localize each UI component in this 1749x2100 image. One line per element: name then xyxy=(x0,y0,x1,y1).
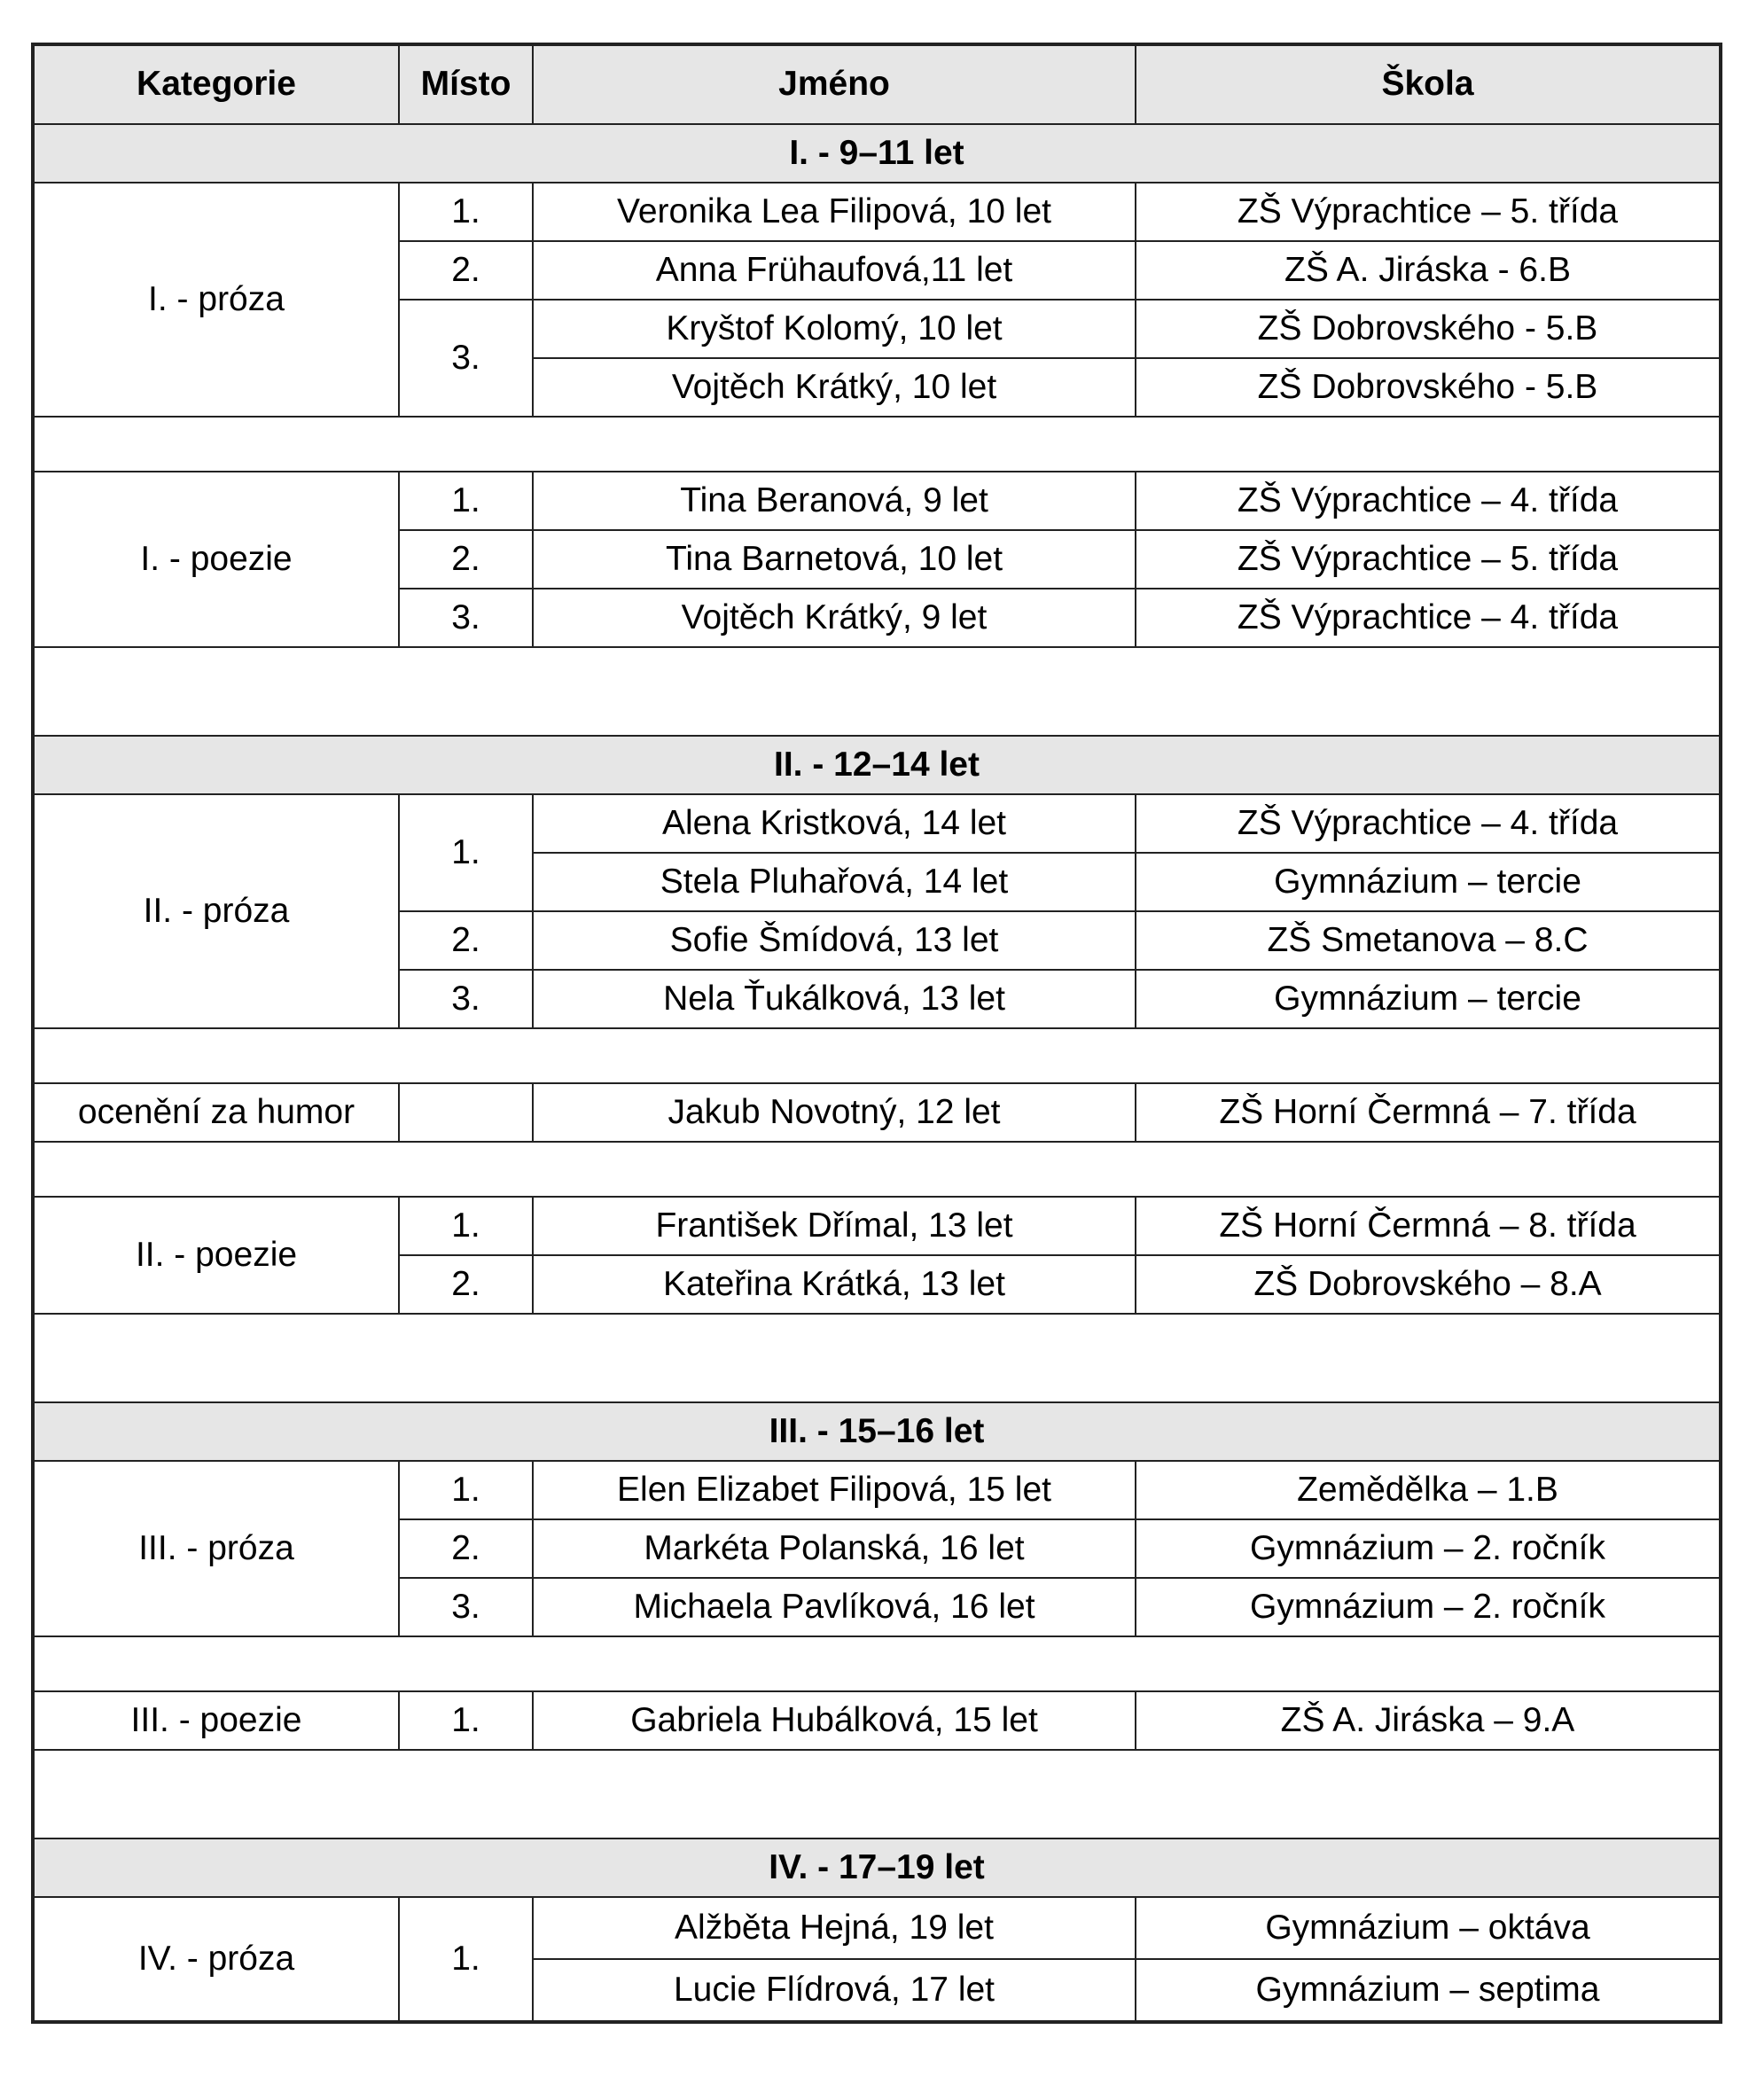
place-cell: 3. xyxy=(399,970,533,1028)
spacer-row xyxy=(33,417,1721,472)
category-cell: IV. - próza xyxy=(33,1897,399,2022)
name-cell: Sofie Šmídová, 13 let xyxy=(533,911,1136,970)
section-row xyxy=(33,124,1721,183)
section-row xyxy=(33,1838,1721,1897)
category-cell: ocenění za humor xyxy=(33,1083,399,1142)
place-cell: 2. xyxy=(399,911,533,970)
spacer-row xyxy=(33,1142,1721,1197)
section-row xyxy=(33,736,1721,794)
place-cell: 1. xyxy=(399,472,533,530)
place-cell: 1. xyxy=(399,1461,533,1519)
category-cell: III. - próza xyxy=(33,1461,399,1636)
school-cell: Gymnázium – septima xyxy=(1136,1959,1721,2022)
school-cell: Gymnázium – oktáva xyxy=(1136,1897,1721,1959)
school-cell: ZŠ Horní Čermná – 7. třída xyxy=(1136,1083,1721,1142)
place-cell: 1. xyxy=(399,1197,533,1255)
name-cell: Elen Elizabet Filipová, 15 let xyxy=(533,1461,1136,1519)
name-cell: Michaela Pavlíková, 16 let xyxy=(533,1578,1136,1636)
school-cell: ZŠ A. Jiráska - 6.B xyxy=(1136,241,1721,300)
school-cell: ZŠ Výprachtice – 5. třída xyxy=(1136,183,1721,241)
name-cell: Kateřina Krátká, 13 let xyxy=(533,1255,1136,1314)
place-cell: 1. xyxy=(399,1897,533,2022)
school-cell: ZŠ Dobrovského - 5.B xyxy=(1136,358,1721,417)
table-row xyxy=(33,794,1721,853)
section-title: II. - 12–14 let xyxy=(33,736,1721,794)
header-jmeno: Jméno xyxy=(533,44,1136,124)
table-row xyxy=(33,1691,1721,1750)
place-cell: 1. xyxy=(399,794,533,911)
spacer-row xyxy=(33,647,1721,736)
school-cell: Gymnázium – tercie xyxy=(1136,853,1721,911)
spacer-row xyxy=(33,1750,1721,1838)
school-cell: ZŠ A. Jiráska – 9.A xyxy=(1136,1691,1721,1750)
header-row xyxy=(33,44,1721,124)
table-row xyxy=(33,1461,1721,1519)
school-cell: ZŠ Výprachtice – 4. třída xyxy=(1136,589,1721,647)
school-cell: ZŠ Horní Čermná – 8. třída xyxy=(1136,1197,1721,1255)
place-cell: 2. xyxy=(399,1255,533,1314)
name-cell: Alžběta Hejná, 19 let xyxy=(533,1897,1136,1959)
spacer-row xyxy=(33,1314,1721,1402)
place-cell: 2. xyxy=(399,241,533,300)
table-row xyxy=(33,1083,1721,1142)
place-cell: 2. xyxy=(399,530,533,589)
school-cell: ZŠ Dobrovského – 8.A xyxy=(1136,1255,1721,1314)
name-cell: Lucie Flídrová, 17 let xyxy=(533,1959,1136,2022)
school-cell: Gymnázium – tercie xyxy=(1136,970,1721,1028)
section-title: III. - 15–16 let xyxy=(33,1402,1721,1461)
place-cell: 1. xyxy=(399,1691,533,1750)
name-cell: Gabriela Hubálková, 15 let xyxy=(533,1691,1136,1750)
spacer-row xyxy=(33,1028,1721,1083)
school-cell: ZŠ Výprachtice – 4. třída xyxy=(1136,794,1721,853)
name-cell: Vojtěch Krátký, 10 let xyxy=(533,358,1136,417)
school-cell: ZŠ Dobrovského - 5.B xyxy=(1136,300,1721,358)
header-misto: Místo xyxy=(399,44,533,124)
table-row xyxy=(33,1897,1721,1959)
name-cell: František Dřímal, 13 let xyxy=(533,1197,1136,1255)
place-cell: 3. xyxy=(399,1578,533,1636)
name-cell: Stela Pluhařová, 14 let xyxy=(533,853,1136,911)
name-cell: Jakub Novotný, 12 let xyxy=(533,1083,1136,1142)
school-cell: Gymnázium – 2. ročník xyxy=(1136,1519,1721,1578)
table-row xyxy=(33,1197,1721,1255)
name-cell: Nela Ťukálková, 13 let xyxy=(533,970,1136,1028)
name-cell: Alena Kristková, 14 let xyxy=(533,794,1136,853)
results-table xyxy=(31,43,1722,2024)
category-cell: III. - poezie xyxy=(33,1691,399,1750)
category-cell: II. - poezie xyxy=(33,1197,399,1314)
place-cell: 3. xyxy=(399,589,533,647)
name-cell: Tina Beranová, 9 let xyxy=(533,472,1136,530)
school-cell: ZŠ Výprachtice – 4. třída xyxy=(1136,472,1721,530)
school-cell: ZŠ Smetanova – 8.C xyxy=(1136,911,1721,970)
name-cell: Markéta Polanská, 16 let xyxy=(533,1519,1136,1578)
school-cell: Zemědělka – 1.B xyxy=(1136,1461,1721,1519)
name-cell: Veronika Lea Filipová, 10 let xyxy=(533,183,1136,241)
table-row xyxy=(33,183,1721,241)
header-skola: Škola xyxy=(1136,44,1721,124)
place-cell: 2. xyxy=(399,1519,533,1578)
category-cell: I. - próza xyxy=(33,183,399,417)
section-title: IV. - 17–19 let xyxy=(33,1838,1721,1897)
place-cell: 3. xyxy=(399,300,533,417)
name-cell: Kryštof Kolomý, 10 let xyxy=(533,300,1136,358)
school-cell: Gymnázium – 2. ročník xyxy=(1136,1578,1721,1636)
name-cell: Vojtěch Krátký, 9 let xyxy=(533,589,1136,647)
school-cell: ZŠ Výprachtice – 5. třída xyxy=(1136,530,1721,589)
category-cell: I. - poezie xyxy=(33,472,399,647)
section-title: I. - 9–11 let xyxy=(33,124,1721,183)
name-cell: Tina Barnetová, 10 let xyxy=(533,530,1136,589)
spacer-row xyxy=(33,1636,1721,1691)
place-cell: 1. xyxy=(399,183,533,241)
category-cell: II. - próza xyxy=(33,794,399,1028)
header-kategorie: Kategorie xyxy=(33,44,399,124)
name-cell: Anna Frühaufová,11 let xyxy=(533,241,1136,300)
place-cell xyxy=(399,1083,533,1142)
table-row xyxy=(33,472,1721,530)
section-row xyxy=(33,1402,1721,1461)
